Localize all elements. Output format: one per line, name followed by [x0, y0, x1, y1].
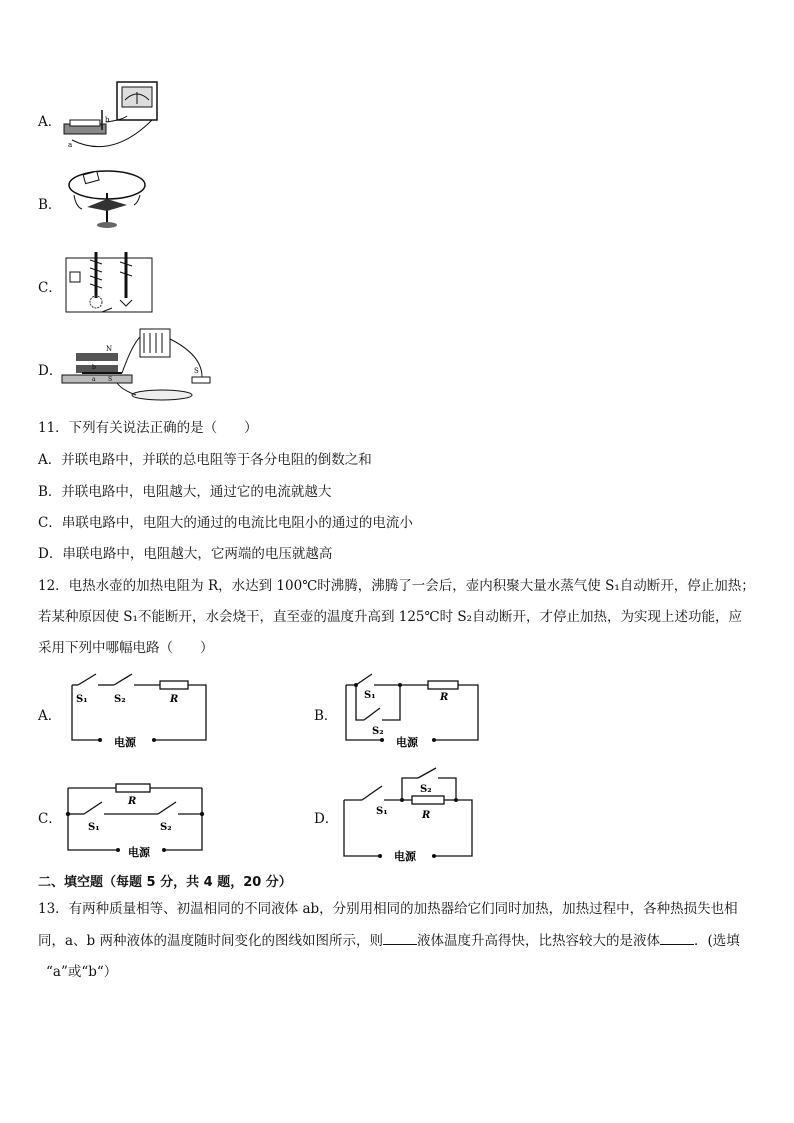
svg-text:R: R — [422, 810, 431, 821]
q13-line-3: “a”或“b“） — [46, 964, 118, 980]
svg-text:R: R — [440, 692, 449, 703]
q13-line-2-part-b: 液体温度升高得快，比热容较大的是液体 — [416, 933, 660, 949]
q12-stem-line-2: 若某种原因使 S₁不能断开，水会烧干，直至壶的温度升高到 125℃时 S₂自动断开，才停止加热，为实现上述功能，应 — [38, 609, 743, 625]
q13-answer-blank-2[interactable] — [660, 932, 694, 945]
q10-option-a-label: A． — [38, 114, 62, 130]
q10-option-b-label: B． — [38, 197, 62, 213]
svg-text:S₁: S₁ — [88, 822, 100, 833]
q13-line-2-part-c: ．(选填 — [693, 933, 740, 949]
section-2-title: 二、填空题（每题 5 分，共 4 题，20 分） — [38, 875, 292, 890]
q12-circuit-d — [340, 766, 485, 862]
q11-option-c: C．串联电路中，电阻大的通过的电流比电阻小的通过的电流小 — [38, 515, 413, 531]
q13-line-2 — [38, 929, 740, 949]
q10-figure-c-electromagnets — [62, 248, 162, 320]
q11-stem: 11．下列有关说法正确的是（ ） — [38, 420, 258, 436]
q12-circuit-a — [68, 670, 213, 752]
svg-text:S₁: S₁ — [376, 806, 388, 817]
q12-option-d-label: D． — [314, 811, 339, 827]
svg-text:a: a — [92, 376, 96, 383]
svg-text:电源: 电源 — [394, 850, 416, 863]
q12-circuit-c — [62, 778, 212, 860]
svg-text:S₂: S₂ — [420, 784, 432, 795]
q13-line-2-part-a: 同，a、b 两种液体的温度随时间变化的图线如图所示，则 — [38, 933, 383, 949]
q12-stem-line-3: 采用下列中哪幅电路（ ） — [38, 640, 214, 656]
svg-text:电源: 电源 — [128, 846, 150, 859]
q12-stem-line-1: 12．电热水壶的加热电阻为 R，水达到 100℃时沸腾，沸腾了一会后，壶内积聚大量水蒸气使 S₁自动断开，停止加热； — [38, 578, 755, 594]
q10-figure-b-loop — [62, 165, 162, 237]
q10-option-d-label: D． — [38, 363, 63, 379]
q11-option-b: B．并联电路中，电阻越大，通过它的电流就越大 — [38, 484, 332, 500]
svg-text:S: S — [108, 376, 113, 383]
q12-option-a-label: A． — [38, 708, 62, 724]
q12-circuit-b — [342, 670, 487, 752]
q12-option-b-label: B． — [314, 708, 338, 724]
svg-text:b: b — [92, 364, 96, 371]
svg-text:b: b — [105, 116, 110, 124]
svg-text:S₂: S₂ — [372, 726, 384, 737]
q11-option-a: A．并联电路中，并联的总电阻等于各分电阻的倒数之和 — [38, 452, 372, 468]
svg-text:a: a — [68, 141, 73, 149]
svg-text:S₁: S₁ — [364, 690, 376, 701]
q13-line-1: 13．有两种质量相等、初温相同的不同液体 ab，分别用相同的加热器给它们同时加热，加热过程中，各种热损失也相 — [38, 901, 738, 917]
q12-option-c-label: C． — [38, 811, 62, 827]
svg-text:N: N — [106, 345, 113, 353]
q10-option-c-label: C． — [38, 280, 62, 296]
svg-text:电源: 电源 — [396, 736, 418, 749]
svg-text:R: R — [170, 694, 179, 705]
svg-text:S₂: S₂ — [114, 694, 126, 705]
svg-text:R: R — [128, 796, 137, 807]
svg-text:S: S — [194, 367, 199, 375]
svg-text:S₂: S₂ — [160, 822, 172, 833]
q13-answer-blank-1[interactable] — [383, 932, 417, 945]
q10-figure-a-galvanometer — [62, 80, 162, 152]
svg-text:电源: 电源 — [114, 736, 136, 749]
svg-text:S₁: S₁ — [76, 694, 88, 705]
q11-option-d: D．串联电路中，电阻越大，它两端的电压就越高 — [38, 546, 333, 562]
q10-figure-d-motor — [62, 325, 222, 405]
